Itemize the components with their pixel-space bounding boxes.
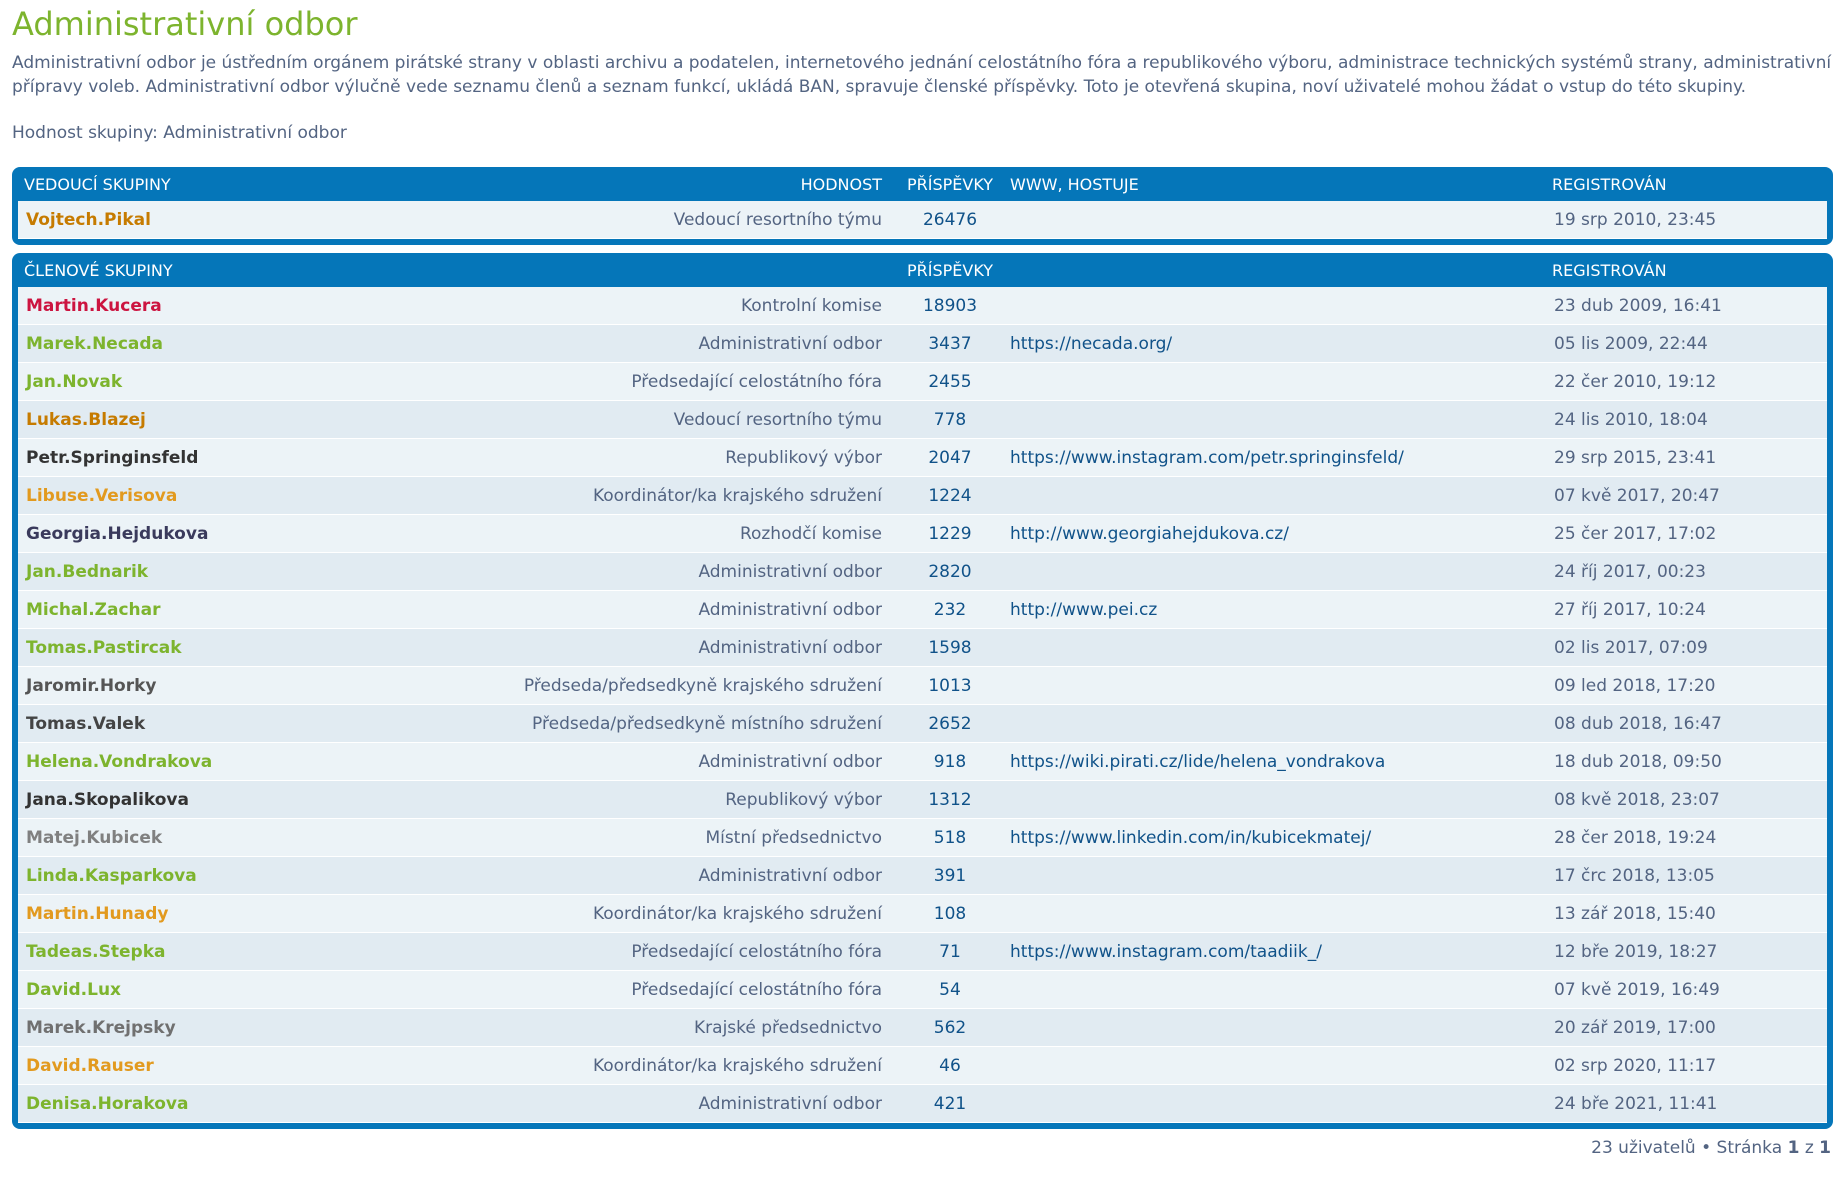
member-registered-cell [1546, 895, 1827, 933]
member-registered-cell [1546, 857, 1827, 895]
member-rank: Vedoucí resortního týmu [673, 209, 882, 230]
member-posts-cell [896, 629, 1004, 667]
member-name-link[interactable]: Michal.Zachar [26, 599, 161, 620]
member-posts: 918 [933, 751, 967, 772]
member-website-cell [1004, 439, 1546, 477]
member-name-link[interactable]: Jan.Novak [26, 371, 123, 392]
member-posts-cell [896, 363, 1004, 401]
table-row [18, 743, 1827, 781]
member-posts: 46 [939, 1055, 961, 1076]
member-registered: 29 srp 2015, 23:41 [1554, 447, 1717, 468]
member-posts-cell [896, 895, 1004, 933]
table-row [18, 667, 1827, 705]
member-registered-cell [1546, 971, 1827, 1009]
member-posts-cell [896, 705, 1004, 743]
member-website-cell [1004, 1085, 1546, 1123]
member-website-cell [1004, 895, 1546, 933]
member-posts-cell [896, 1085, 1004, 1123]
member-name-link-cell [18, 1009, 418, 1047]
member-website-cell [1004, 287, 1546, 325]
member-posts-cell [896, 591, 1004, 629]
member-name-link-cell [18, 553, 418, 591]
member-rank-cell [418, 201, 896, 239]
member-posts: 232 [933, 599, 967, 620]
table-row [18, 781, 1827, 819]
member-registered-cell [1546, 819, 1827, 857]
table-row [18, 1047, 1827, 1085]
member-name-link[interactable]: David.Rauser [26, 1055, 154, 1076]
member-name-link[interactable]: Tadeas.Stepka [26, 941, 166, 962]
member-rank-cell [418, 553, 896, 591]
member-name-link-cell [18, 667, 418, 705]
member-registered: 13 zář 2018, 15:40 [1554, 903, 1716, 924]
website-link[interactable]: https://www.instagram.com/taadiik_/ [1010, 941, 1322, 962]
member-registered: 08 dub 2018, 16:47 [1554, 713, 1722, 734]
member-name-link-cell [18, 401, 418, 439]
member-name-link-cell [18, 1047, 418, 1085]
member-rank: Předsedající celostátního fóra [631, 941, 882, 962]
pagination-info [12, 1138, 1833, 1158]
member-website-cell [1004, 1047, 1546, 1085]
member-posts-cell [896, 515, 1004, 553]
member-registered: 02 srp 2020, 11:17 [1554, 1055, 1717, 1076]
members-header-row [18, 253, 1827, 287]
website-link[interactable]: http://www.pei.cz [1010, 599, 1158, 620]
member-posts: 562 [933, 1017, 967, 1038]
member-posts: 1224 [928, 485, 972, 506]
members-table-body [18, 287, 1827, 1123]
member-website-cell [1004, 667, 1546, 705]
member-rank-cell [418, 857, 896, 895]
member-posts-cell [896, 819, 1004, 857]
member-rank-cell [418, 287, 896, 325]
member-name-link-cell [18, 819, 418, 857]
member-name-link[interactable]: Lukas.Blazej [26, 409, 146, 430]
member-posts: 421 [933, 1093, 967, 1114]
member-posts-cell [896, 553, 1004, 591]
member-registered-cell [1546, 705, 1827, 743]
member-registered: 07 kvě 2017, 20:47 [1554, 485, 1720, 506]
member-website-cell [1004, 401, 1546, 439]
member-rank-cell [418, 781, 896, 819]
member-rank-cell [418, 1085, 896, 1123]
member-posts: 2047 [928, 447, 972, 468]
table-row [18, 201, 1827, 239]
header-registered[interactable]: REGISTROVÁN [1552, 174, 1667, 194]
member-registered-cell [1546, 1009, 1827, 1047]
member-registered-cell [1546, 933, 1827, 971]
table-row [18, 363, 1827, 401]
member-registered-cell [1546, 515, 1827, 553]
group-description: Administrativní odbor je ústředním orgánem pirátské strany v oblasti archivu a podatelen, internetového jednání celostátního fóra a republikového výboru, administrace technických systémů strany, administrativní přípravy voleb. Administrativní odbor výlučně vede seznamu členů a seznam funkcí, ukládá BAN, spravuje členské příspěvky. Toto je otevřená skupina, noví uživatelé mohou žádat o vstup do této skupiny. [12, 53, 1832, 97]
member-name-link-cell [18, 363, 418, 401]
members-table [18, 253, 1827, 1123]
website-link[interactable]: https://wiki.pirati.cz/lide/helena_vondrakova [1010, 751, 1386, 772]
member-website-cell [1004, 971, 1546, 1009]
member-website-cell [1004, 591, 1546, 629]
member-name-link[interactable]: Matej.Kubicek [26, 827, 163, 848]
leaders-table [18, 167, 1827, 239]
member-name-link[interactable]: Linda.Kasparkova [26, 865, 197, 886]
member-posts: 518 [933, 827, 967, 848]
member-website-cell [1004, 743, 1546, 781]
member-registered: 23 dub 2009, 16:41 [1554, 295, 1722, 316]
member-name-link-cell [18, 705, 418, 743]
member-rank-cell [418, 1047, 896, 1085]
header-members-name[interactable]: ČLENOVÉ SKUPINY [24, 260, 173, 280]
member-posts: 54 [939, 979, 961, 1000]
member-rank-cell [418, 743, 896, 781]
member-rank: Rozhodčí komise [739, 523, 882, 544]
member-posts-cell [896, 1009, 1004, 1047]
member-posts: 1598 [928, 637, 972, 658]
member-registered-cell [1546, 201, 1827, 239]
member-registered: 12 bře 2019, 18:27 [1554, 941, 1718, 962]
member-website-cell [1004, 363, 1546, 401]
member-registered: 28 čer 2018, 19:24 [1554, 827, 1717, 848]
member-posts-cell [896, 287, 1004, 325]
member-rank-cell [418, 819, 896, 857]
table-row [18, 971, 1827, 1009]
member-website-cell [1004, 705, 1546, 743]
member-rank: Místní předsednictvo [705, 827, 882, 848]
member-name-link[interactable]: David.Lux [26, 979, 122, 1000]
member-website-cell [1004, 933, 1546, 971]
table-row [18, 591, 1827, 629]
website-link[interactable]: https://www.linkedin.com/in/kubicekmatej/ [1010, 827, 1372, 848]
member-rank: Předseda/předsedkyně krajského sdružení [523, 675, 882, 696]
leaders-header-row [18, 167, 1827, 201]
member-posts-cell [896, 201, 1004, 239]
table-row [18, 895, 1827, 933]
member-posts: 3437 [928, 333, 972, 354]
member-website-cell [1004, 325, 1546, 363]
member-rank-cell [418, 667, 896, 705]
member-rank: Předsedající celostátního fóra [631, 979, 882, 1000]
member-posts-cell [896, 933, 1004, 971]
table-row [18, 477, 1827, 515]
member-name-link[interactable]: Jaromir.Horky [26, 675, 157, 696]
member-posts-cell [896, 1047, 1004, 1085]
table-row [18, 439, 1827, 477]
page-content [0, 6, 1845, 1158]
table-row [18, 401, 1827, 439]
member-rank-cell [418, 363, 896, 401]
member-name-link-cell [18, 591, 418, 629]
member-rank-cell [418, 439, 896, 477]
member-registered-cell [1546, 287, 1827, 325]
member-website-cell [1004, 1009, 1546, 1047]
member-name-link[interactable]: Marek.Krejpsky [26, 1017, 176, 1038]
member-registered: 02 lis 2017, 07:09 [1554, 637, 1708, 658]
member-posts-cell [896, 781, 1004, 819]
member-rank: Předseda/předsedkyně místního sdružení [532, 713, 882, 734]
member-name-link-cell [18, 781, 418, 819]
member-registered: 19 srp 2010, 23:45 [1554, 209, 1717, 230]
member-rank: Administrativní odbor [698, 599, 882, 620]
member-name-link[interactable]: Jan.Bednarik [26, 561, 149, 582]
member-registered-cell [1546, 743, 1827, 781]
member-posts-cell [896, 667, 1004, 705]
table-row [18, 705, 1827, 743]
group-rank: Hodnost skupiny: Administrativní odbor [12, 123, 347, 143]
member-rank: Republikový výbor [725, 447, 882, 468]
member-name-link-cell [18, 439, 418, 477]
member-rank-cell [418, 705, 896, 743]
member-name-link-cell [18, 895, 418, 933]
page-title: Administrativní odbor [12, 5, 358, 43]
member-registered-cell [1546, 553, 1827, 591]
member-rank: Administrativní odbor [698, 637, 882, 658]
member-name-link-cell [18, 515, 418, 553]
table-row [18, 287, 1827, 325]
member-posts: 1229 [928, 523, 972, 544]
table-row [18, 1009, 1827, 1047]
member-posts-cell [896, 439, 1004, 477]
member-name-link[interactable]: Martin.Kucera [26, 295, 162, 316]
member-name-link[interactable]: Denisa.Horakova [26, 1093, 189, 1114]
header-rank[interactable]: HODNOST [800, 174, 882, 194]
member-name-link[interactable]: Tomas.Valek [26, 713, 146, 734]
member-registered: 07 kvě 2019, 16:49 [1554, 979, 1720, 1000]
member-posts-cell [896, 325, 1004, 363]
member-registered: 27 říj 2017, 10:24 [1554, 599, 1706, 620]
member-registered: 09 led 2018, 17:20 [1554, 675, 1716, 696]
member-rank: Administrativní odbor [698, 1093, 882, 1114]
leaders-panel [12, 167, 1833, 245]
user-count: 23 uživatelů [1591, 1138, 1696, 1158]
member-posts: 2652 [928, 713, 972, 734]
member-name-link[interactable]: Jana.Skopalikova [26, 789, 189, 810]
member-posts: 1013 [928, 675, 972, 696]
member-rank: Koordinátor/ka krajského sdružení [592, 903, 882, 924]
website-link[interactable]: https://necada.org/ [1010, 333, 1173, 354]
member-registered-cell [1546, 401, 1827, 439]
table-row [18, 933, 1827, 971]
member-name-link[interactable]: Vojtech.Pikal [26, 209, 151, 230]
member-website-cell [1004, 201, 1546, 239]
member-registered-cell [1546, 781, 1827, 819]
member-rank-cell [418, 971, 896, 1009]
member-rank-cell [418, 401, 896, 439]
header-members-www [1004, 253, 1546, 287]
member-registered: 25 čer 2017, 17:02 [1554, 523, 1717, 544]
table-row [18, 857, 1827, 895]
member-name-link-cell [18, 1085, 418, 1123]
website-link[interactable]: https://www.instagram.com/petr.springinsfeld/ [1010, 447, 1404, 468]
member-website-cell [1004, 629, 1546, 667]
member-name-link[interactable]: Tomas.Pastircak [26, 637, 182, 658]
member-rank: Koordinátor/ka krajského sdružení [592, 485, 882, 506]
member-website-cell [1004, 819, 1546, 857]
member-website-cell [1004, 477, 1546, 515]
member-rank-cell [418, 629, 896, 667]
member-posts: 71 [939, 941, 961, 962]
member-name-link-cell [18, 971, 418, 1009]
member-posts-cell [896, 743, 1004, 781]
header-www[interactable]: WWW, HOSTUJE [1010, 174, 1139, 194]
member-registered-cell [1546, 591, 1827, 629]
member-registered: 08 kvě 2018, 23:07 [1554, 789, 1720, 810]
member-posts: 26476 [922, 209, 978, 230]
table-row [18, 325, 1827, 363]
member-rank: Předsedající celostátního fóra [631, 371, 882, 392]
member-posts: 391 [933, 865, 967, 886]
member-name-link[interactable]: Helena.Vondrakova [26, 751, 213, 772]
member-website-cell [1004, 515, 1546, 553]
total-pages: 1 [1819, 1138, 1831, 1158]
member-registered: 20 zář 2019, 17:00 [1554, 1017, 1716, 1038]
member-name-link-cell [18, 857, 418, 895]
member-rank: Administrativní odbor [698, 865, 882, 886]
member-rank: Administrativní odbor [698, 333, 882, 354]
member-name-link-cell [18, 743, 418, 781]
member-rank-cell [418, 325, 896, 363]
member-registered: 22 čer 2010, 19:12 [1554, 371, 1717, 392]
member-registered: 24 lis 2010, 18:04 [1554, 409, 1708, 430]
website-link[interactable]: http://www.georgiahejdukova.cz/ [1010, 523, 1289, 544]
header-members-posts[interactable]: PŘÍSPĚVKY [906, 260, 994, 280]
member-registered-cell [1546, 1047, 1827, 1085]
member-name-link[interactable]: Petr.Springinsfeld [26, 447, 199, 468]
member-rank-cell [418, 1009, 896, 1047]
member-rank: Administrativní odbor [698, 561, 882, 582]
page-label: Stránka [1716, 1138, 1783, 1158]
member-rank: Krajské předsednictvo [694, 1017, 882, 1038]
member-registered-cell [1546, 667, 1827, 705]
member-registered: 17 črc 2018, 13:05 [1554, 865, 1715, 886]
separator: • [1701, 1138, 1712, 1158]
members-panel [12, 253, 1833, 1129]
member-registered-cell [1546, 1085, 1827, 1123]
member-name-link-cell [18, 201, 418, 239]
member-name-link[interactable]: Georgia.Hejdukova [26, 523, 209, 544]
member-name-link[interactable]: Libuse.Verisova [26, 485, 178, 506]
table-row [18, 1085, 1827, 1123]
member-name-link-cell [18, 287, 418, 325]
member-registered: 18 dub 2018, 09:50 [1554, 751, 1722, 772]
member-website-cell [1004, 781, 1546, 819]
member-posts-cell [896, 401, 1004, 439]
member-name-link[interactable]: Marek.Necada [26, 333, 164, 354]
member-registered: 05 lis 2009, 22:44 [1554, 333, 1708, 354]
member-posts: 2455 [928, 371, 972, 392]
header-posts[interactable]: PŘÍSPĚVKY [906, 174, 994, 194]
member-name-link-cell [18, 477, 418, 515]
member-name-link[interactable]: Martin.Hunady [26, 903, 169, 924]
leaders-table-body [18, 201, 1827, 239]
header-leaders-name[interactable]: VEDOUCÍ SKUPINY [24, 174, 171, 194]
page-of: z [1804, 1138, 1814, 1158]
header-members-registered[interactable]: REGISTROVÁN [1552, 260, 1667, 280]
member-registered-cell [1546, 477, 1827, 515]
member-posts: 2820 [928, 561, 972, 582]
table-row [18, 515, 1827, 553]
member-posts-cell [896, 857, 1004, 895]
member-posts-cell [896, 971, 1004, 1009]
member-website-cell [1004, 857, 1546, 895]
member-posts: 1312 [928, 789, 972, 810]
member-rank: Administrativní odbor [698, 751, 882, 772]
member-registered-cell [1546, 439, 1827, 477]
member-rank: Kontrolní komise [740, 295, 882, 316]
current-page: 1 [1787, 1138, 1800, 1158]
header-members-rank [418, 253, 896, 287]
member-name-link-cell [18, 325, 418, 363]
member-rank-cell [418, 477, 896, 515]
member-registered: 24 říj 2017, 00:23 [1554, 561, 1706, 582]
member-rank: Vedoucí resortního týmu [673, 409, 882, 430]
member-posts: 108 [933, 903, 967, 924]
member-registered-cell [1546, 363, 1827, 401]
member-registered-cell [1546, 325, 1827, 363]
member-website-cell [1004, 553, 1546, 591]
member-name-link-cell [18, 933, 418, 971]
member-rank: Koordinátor/ka krajského sdružení [592, 1055, 882, 1076]
member-posts: 778 [933, 409, 967, 430]
member-posts-cell [896, 477, 1004, 515]
member-rank-cell [418, 895, 896, 933]
member-posts: 18903 [922, 295, 978, 316]
member-registered: 24 bře 2021, 11:41 [1554, 1093, 1718, 1114]
table-row [18, 629, 1827, 667]
member-rank-cell [418, 933, 896, 971]
table-row [18, 819, 1827, 857]
member-rank-cell [418, 515, 896, 553]
table-row [18, 553, 1827, 591]
member-registered-cell [1546, 629, 1827, 667]
member-rank-cell [418, 591, 896, 629]
member-name-link-cell [18, 629, 418, 667]
member-rank: Republikový výbor [725, 789, 882, 810]
